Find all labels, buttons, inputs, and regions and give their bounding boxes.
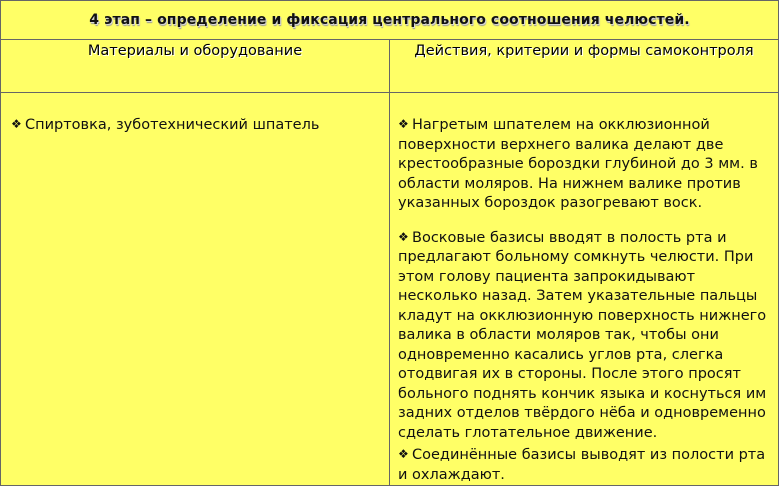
- header-actions: [390, 40, 779, 93]
- header-actions-text: Действия, критерии и формы самоконтроля: [414, 43, 754, 59]
- bullet-icon: ❖: [11, 117, 22, 131]
- table-title: [1, 1, 779, 40]
- action-step-1: Нагретым шпателем на окклюзионной поверхности верхнего валика делают две крестообразные бороздки глубиной до 3 мм. в области моляров. На нижнем валике против указанных бороздок разогревают воск.: [398, 117, 758, 211]
- table-title-text: 4 этап – определение и фиксация центрального соотношения челюстей.: [89, 12, 690, 28]
- list-item: [398, 228, 772, 444]
- action-step-2: Восковые базисы вводят в полость рта и предлагают больному сомкнуть челюсти. При этом голову пациента запрокидывают несколько назад. Затем указательные пальцы кладут на окклюзионную поверхность нижнего валика в области моляров так, чтобы они одновременно касались углов рта, слегка отодвигая их в стороны. После этого просят больного поднять кончик языка и коснуться им задних отделов твёрдого нёба и одновременно сделать глотательное движение.: [398, 229, 767, 441]
- list-item: [398, 445, 772, 485]
- header-materials: [1, 40, 390, 93]
- action-step-3: Соединённые базисы выводят из полости рта и охлаждают.: [398, 447, 766, 483]
- bullet-icon: ❖: [398, 447, 409, 461]
- materials-item-text: Спиртовка, зуботехнический шпатель: [25, 117, 320, 133]
- list-item: [398, 115, 772, 214]
- bullet-icon: ❖: [398, 229, 409, 244]
- bullet-icon: ❖: [398, 117, 409, 131]
- header-materials-text: Материалы и оборудование: [87, 43, 303, 59]
- list-item: [11, 115, 385, 136]
- actions-cell: [390, 93, 779, 486]
- materials-cell: [1, 93, 390, 486]
